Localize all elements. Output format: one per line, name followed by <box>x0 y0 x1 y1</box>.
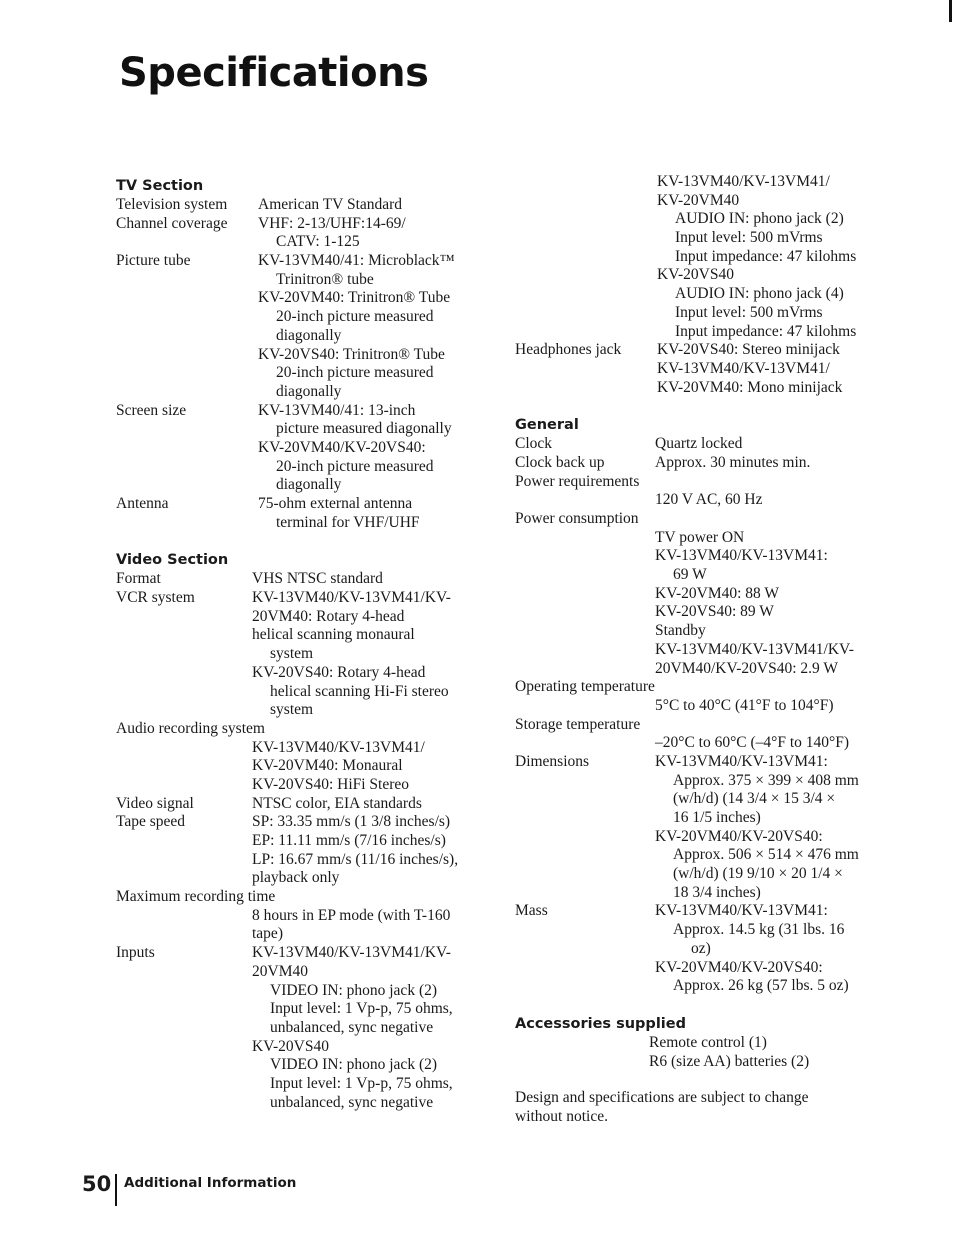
spec-row <box>116 907 496 926</box>
spec-row <box>116 795 496 814</box>
spec-value: 16 1/5 inches) <box>673 809 761 826</box>
spec-value: CATV: 1-125 <box>276 233 360 251</box>
spec-value: KV-13VM40/KV-13VM41/KV- <box>252 589 451 607</box>
footer-section-label: Additional Information <box>124 1175 297 1191</box>
spec-value: Input impedance: 47 kilohms <box>675 247 857 265</box>
spec-row <box>116 1038 496 1057</box>
spec-row <box>515 454 895 473</box>
spec-value: 75-ohm external antenna <box>258 495 413 512</box>
spec-row <box>116 495 496 514</box>
spec-label: Maximum recording time <box>116 888 276 906</box>
spec-value: (w/h/d) (19 9/10 × 20 1/4 × <box>673 865 843 883</box>
spec-value: NTSC color, EIA standards <box>252 794 422 812</box>
spec-row <box>116 458 496 477</box>
spec-value: KV-20VS40: 89 W <box>655 603 774 621</box>
spec-value: picture measured diagonally <box>276 420 452 438</box>
spec-row <box>515 304 895 323</box>
video-section-heading: Video Section <box>116 552 229 569</box>
spec-value: KV-20VM40: Monaural <box>252 757 403 775</box>
spec-value: Input level: 500 mVrms <box>675 303 823 321</box>
spec-value: Approx. 30 minutes min. <box>655 453 811 471</box>
spec-row <box>116 683 496 702</box>
spec-row <box>515 940 895 959</box>
spec-value: Approx. 506 × 514 × 476 mm <box>673 846 859 864</box>
spec-row <box>116 626 496 645</box>
spec-row <box>515 641 895 660</box>
spec-row <box>116 1056 496 1075</box>
spec-row <box>116 1075 496 1094</box>
video-section-list <box>116 570 496 1112</box>
spec-value: KV-20VM40: Trinitron® Tube <box>258 289 451 307</box>
spec-row <box>116 196 496 215</box>
spec-row <box>116 327 496 346</box>
spec-row <box>515 678 895 697</box>
spec-row <box>515 622 895 641</box>
accessories-list <box>515 1034 895 1071</box>
spec-value: Input level: 1 Vp-p, 75 ohms, <box>270 1000 453 1018</box>
spec-label: Dimensions <box>515 752 590 770</box>
spec-value: 8 hours in EP mode (with T-160 <box>252 906 451 924</box>
spec-row <box>515 529 895 548</box>
spec-row <box>116 776 496 795</box>
spec-value: unbalanced, sync negative <box>270 1093 434 1111</box>
spec-value: system <box>270 701 314 719</box>
spec-value: KV-20VS40 <box>252 1037 329 1055</box>
spec-value: oz) <box>691 939 711 957</box>
spec-row <box>116 701 496 720</box>
spec-row <box>515 828 895 847</box>
spec-row <box>515 1053 895 1072</box>
spec-value: Input impedance: 47 kilohms <box>675 322 857 340</box>
spec-value: Approx. 26 kg (57 lbs. 5 oz) <box>673 977 849 995</box>
spec-row <box>515 959 895 978</box>
spec-row <box>515 510 895 529</box>
spec-label: Headphones jack <box>515 341 622 359</box>
spec-row <box>515 809 895 828</box>
spec-row <box>515 341 895 360</box>
spec-label: Channel coverage <box>116 214 228 232</box>
spec-value: KV-13VM40/KV-13VM41/ <box>657 359 830 377</box>
spec-label: Antenna <box>116 495 169 512</box>
spec-value: KV-20VM40: Mono minijack <box>657 378 843 396</box>
spec-row <box>116 233 496 252</box>
tv-section-list <box>116 196 496 532</box>
spec-label: Video signal <box>116 794 194 812</box>
spec-value: Trinitron® tube <box>276 270 374 288</box>
spec-value: Input level: 500 mVrms <box>675 229 823 247</box>
spec-value: KV-20VS40: Trinitron® Tube <box>258 345 445 363</box>
tv-section-heading: TV Section <box>116 178 204 194</box>
spec-row <box>515 473 895 492</box>
spec-row <box>515 660 895 679</box>
spec-value: KV-13VM40/KV-13VM41: <box>655 547 828 565</box>
spec-row <box>116 589 496 608</box>
spec-value: tape) <box>252 925 283 943</box>
spec-row <box>116 308 496 327</box>
spec-value: system <box>270 645 314 663</box>
spec-label: Power requirements <box>515 472 640 490</box>
spec-value: EP: 11.11 mm/s (7/16 inches/s) <box>252 832 446 849</box>
spec-value: Approx. 375 × 399 × 408 mm <box>673 771 859 789</box>
spec-value: SP: 33.35 mm/s (1 3/8 inches/s) <box>252 813 451 831</box>
spec-value: playback only <box>252 869 340 887</box>
spec-value: helical scanning Hi-Fi stereo <box>270 682 449 700</box>
spec-value: 120 V AC, 60 Hz <box>655 491 763 509</box>
spec-value: terminal for VHF/UHF <box>276 513 420 531</box>
spec-row <box>116 402 496 421</box>
spec-value: diagonally <box>276 476 342 494</box>
spec-row <box>116 346 496 365</box>
spec-row <box>116 364 496 383</box>
spec-row <box>116 570 496 589</box>
spec-row <box>515 173 895 192</box>
spec-label: Format <box>116 570 161 588</box>
spec-value: KV-20VS40: Rotary 4-head <box>252 663 426 681</box>
spec-row <box>116 851 496 870</box>
spec-value: KV-20VS40: Stereo minijack <box>657 341 840 359</box>
spec-row <box>116 869 496 888</box>
spec-label: Clock <box>515 435 553 453</box>
spec-row <box>116 982 496 1001</box>
spec-row <box>116 963 496 982</box>
inputs-continued-list <box>515 173 895 397</box>
spec-row <box>515 884 895 903</box>
spec-value: KV-13VM40/KV-13VM41/ <box>252 738 425 756</box>
spec-value: Input level: 1 Vp-p, 75 ohms, <box>270 1074 453 1092</box>
spec-value: 20-inch picture measured <box>276 364 434 382</box>
spec-value: KV-20VM40/KV-20VS40: <box>655 827 823 845</box>
spec-label: Storage temperature <box>515 715 641 733</box>
spec-row <box>116 720 496 739</box>
spec-label: Power consumption <box>515 510 639 527</box>
spec-value: 5°C to 40°C (41°F to 104°F) <box>655 696 834 714</box>
spec-row <box>515 902 895 921</box>
spec-label: Clock back up <box>515 453 605 471</box>
spec-row <box>515 379 895 398</box>
page-title: Specifications <box>119 50 429 96</box>
spec-row <box>116 944 496 963</box>
spec-row <box>515 753 895 772</box>
spec-row <box>116 289 496 308</box>
spec-value: Remote control (1) <box>649 1033 767 1051</box>
spec-row <box>515 1034 895 1053</box>
spec-value: KV-20VM40/KV-20VS40: <box>655 958 823 976</box>
spec-row <box>116 925 496 944</box>
spec-value: VHF: 2-13/UHF:14-69/ <box>258 214 406 232</box>
general-heading: General <box>515 417 579 434</box>
spec-row <box>116 383 496 402</box>
spec-value: Standby <box>655 622 706 640</box>
spec-value: KV-13VM40/41: 13-inch <box>258 401 416 419</box>
spec-label: Audio recording system <box>116 719 265 737</box>
spec-row <box>515 266 895 285</box>
spec-row <box>515 603 895 622</box>
spec-row <box>116 1000 496 1019</box>
spec-row <box>116 739 496 758</box>
spec-row <box>116 1094 496 1113</box>
spec-value: KV-13VM40/KV-13VM41/KV- <box>252 944 451 962</box>
spec-label: Operating temperature <box>515 678 655 696</box>
spec-value: KV-13VM40/KV-13VM41/KV- <box>655 640 854 658</box>
spec-value: (w/h/d) (14 3/4 × 15 3/4 × <box>673 790 836 808</box>
spec-value: KV-20VS40 <box>657 266 734 284</box>
spec-row <box>116 215 496 234</box>
spec-row <box>515 585 895 604</box>
spec-value: 20-inch picture measured <box>276 457 434 475</box>
spec-value: AUDIO IN: phono jack (4) <box>675 285 844 303</box>
spec-row <box>515 547 895 566</box>
spec-row <box>515 977 895 996</box>
spec-value: unbalanced, sync negative <box>270 1018 434 1036</box>
spec-row <box>515 323 895 342</box>
spec-row <box>515 192 895 211</box>
spec-value: TV power ON <box>655 528 745 546</box>
spec-value: VIDEO IN: phono jack (2) <box>270 981 438 999</box>
spec-label: Picture tube <box>116 252 191 270</box>
page-edge-mark <box>949 0 952 22</box>
notice-line: without notice. <box>515 1107 608 1125</box>
spec-value: KV-13VM40/41: Microblack™ <box>258 252 455 270</box>
left-column <box>116 176 496 1112</box>
spec-value: diagonally <box>276 326 342 344</box>
spec-value: VIDEO IN: phono jack (2) <box>270 1056 438 1074</box>
spec-row <box>515 772 895 791</box>
spec-row <box>515 435 895 454</box>
footer-divider <box>115 1174 117 1206</box>
spec-row <box>116 757 496 776</box>
spec-row <box>116 664 496 683</box>
spec-value: VHS NTSC standard <box>252 570 383 588</box>
spec-row <box>116 252 496 271</box>
spec-value: 20VM40 <box>252 962 308 980</box>
spec-row <box>515 491 895 510</box>
spec-value: –20°C to 60°C (–4°F to 140°F) <box>655 734 850 752</box>
spec-value: helical scanning monaural <box>252 626 415 644</box>
spec-label: VCR system <box>116 589 195 607</box>
spec-row <box>515 734 895 753</box>
spec-row <box>515 210 895 229</box>
spec-value: AUDIO IN: phono jack (2) <box>675 210 844 228</box>
spec-row <box>515 921 895 940</box>
spec-value: KV-13VM40/KV-13VM41: <box>655 752 828 770</box>
spec-row <box>515 360 895 379</box>
spec-value: KV-20VM40/KV-20VS40: <box>258 438 426 456</box>
spec-value: KV-20VM40 <box>657 191 740 209</box>
accessories-heading: Accessories supplied <box>515 1015 686 1032</box>
general-list <box>515 435 895 996</box>
spec-row <box>116 813 496 832</box>
spec-value: Quartz locked <box>655 435 743 453</box>
spec-value: 20-inch picture measured <box>276 308 434 326</box>
spec-value: American TV Standard <box>258 196 403 213</box>
spec-value: 69 W <box>673 566 707 584</box>
spec-row <box>515 248 895 267</box>
spec-row <box>116 888 496 907</box>
right-column <box>515 173 895 1127</box>
spec-value: LP: 16.67 mm/s (11/16 inches/s), <box>252 850 459 868</box>
spec-value: diagonally <box>276 382 342 400</box>
spec-value: 18 3/4 inches) <box>673 883 761 901</box>
spec-row <box>515 697 895 716</box>
spec-label: Inputs <box>116 944 155 962</box>
spec-value: 20VM40: Rotary 4-head <box>252 607 405 625</box>
spec-row <box>116 645 496 664</box>
spec-row <box>515 229 895 248</box>
spec-value: KV-20VS40: HiFi Stereo <box>252 775 410 793</box>
spec-value: R6 (size AA) batteries (2) <box>649 1052 810 1070</box>
spec-row <box>116 439 496 458</box>
spec-row <box>116 514 496 533</box>
spec-label: Mass <box>515 902 548 920</box>
spec-row <box>116 476 496 495</box>
spec-label: Tape speed <box>116 813 186 831</box>
spec-row <box>515 285 895 304</box>
spec-value: Approx. 14.5 kg (31 lbs. 16 <box>673 921 845 939</box>
spec-row <box>116 271 496 290</box>
spec-value: 20VM40/KV-20VS40: 2.9 W <box>655 659 839 677</box>
page-number: 50 <box>82 1172 112 1196</box>
spec-value: KV-13VM40/KV-13VM41/ <box>657 173 830 190</box>
spec-label: Screen size <box>116 401 187 419</box>
spec-value: KV-13VM40/KV-13VM41: <box>655 902 828 920</box>
spec-value: KV-20VM40: 88 W <box>655 584 780 602</box>
spec-row <box>116 832 496 851</box>
spec-label: Television system <box>116 196 228 213</box>
spec-row <box>116 608 496 627</box>
spec-row <box>116 420 496 439</box>
spec-row <box>515 566 895 585</box>
spec-row <box>515 846 895 865</box>
spec-row <box>515 865 895 884</box>
spec-row <box>515 716 895 735</box>
spec-row <box>515 790 895 809</box>
spec-row <box>116 1019 496 1038</box>
notice-line: Design and specifications are subject to change <box>515 1089 809 1107</box>
